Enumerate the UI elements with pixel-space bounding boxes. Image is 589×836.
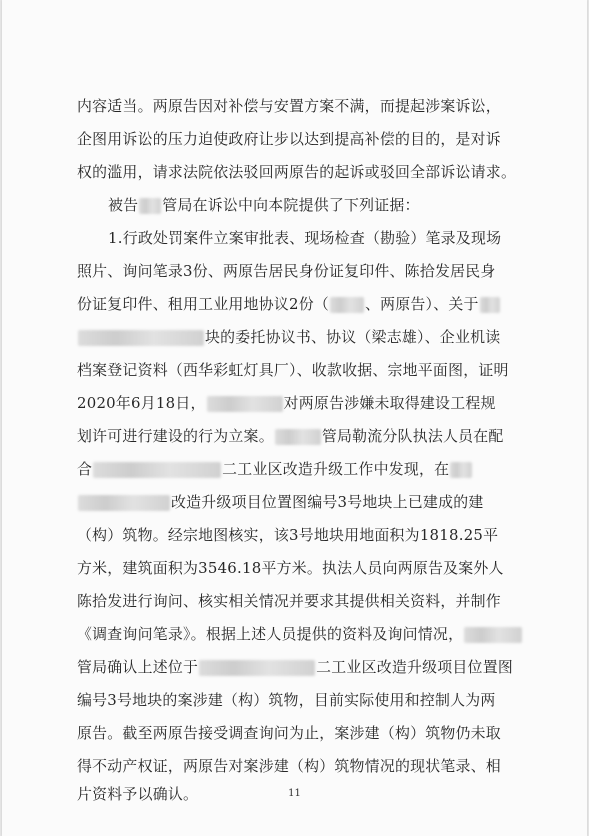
text-line-15: 方米，建筑面积为3546.18平方米。执法人员向两原告及案外人 — [77, 559, 504, 577]
redacted-block — [93, 462, 221, 478]
text-line-20: 原告。截至两原告接受调查询问为止，案涉建（构）筑物仍未取 — [77, 724, 501, 742]
text-segment: 被告 — [108, 196, 139, 214]
text-line-9: 档案登记资料（西华彩虹灯具厂）、收款收据、宗地平面图，证明 — [77, 361, 509, 379]
text-line-13 — [77, 491, 527, 513]
text-line-11 — [77, 425, 527, 447]
redacted-block — [139, 198, 161, 214]
redacted-block — [450, 462, 472, 478]
text-line-10 — [77, 392, 527, 414]
text-segment: 合 — [77, 460, 93, 478]
text-segment: 对两原告涉嫌未取得建设工程规 — [283, 394, 496, 412]
text-line-14: （构）筑物。经宗地图核实，该3号地块用地面积为1818.25平 — [77, 526, 499, 544]
redacted-block — [275, 429, 321, 445]
text-segment: 2020年6月18日， — [77, 394, 206, 412]
text-segment: 、两原告）、关于 — [364, 295, 479, 313]
document-page — [2, 0, 587, 836]
text-line-2: 企图用诉讼的压力迫使政府让步以达到提高补偿的目的，是对诉 — [77, 130, 501, 148]
text-line-8 — [77, 326, 527, 348]
text-segment: 二工业区改造升级工作中发现，在 — [222, 460, 450, 478]
text-segment: 划许可进行建设的行为立案。 — [77, 427, 274, 445]
text-segment: 二工业区改造升级项目位置图 — [316, 658, 513, 676]
text-segment: 份证复印件、租用工业用地协议2份（ — [77, 295, 329, 313]
text-line-7 — [77, 293, 527, 315]
redacted-block — [464, 627, 522, 643]
page-number: 11 — [288, 788, 301, 799]
text-line-6: 照片、询问笔录3份、两原告居民身份证复印件、陈拾发居民身 — [77, 262, 496, 280]
text-segment: 管局在诉讼中向本院提供了下列证据： — [162, 196, 420, 214]
text-segment: 管局勒流分队执法人员在配 — [321, 427, 504, 445]
redacted-block — [330, 297, 364, 313]
text-line-18 — [77, 656, 527, 678]
text-segment: 改造升级项目位置图编号3号地块上已建成的建 — [171, 493, 484, 511]
text-segment: 块的委托协议书、协议（梁志雄）、企业机读 — [205, 328, 501, 346]
text-line-22: 片资料予以确认。 — [77, 785, 199, 803]
text-segment: 《调查询问笔录》。根据上述人员提供的资料及询问情况， — [77, 625, 464, 643]
text-line-3: 权的滥用，请求法院依法驳回两原告的起诉或驳回全部诉讼请求。 — [77, 163, 517, 181]
redacted-block — [78, 495, 170, 511]
text-line-19: 编号3号地块的案涉建（构）筑物，目前实际使用和控制人为两 — [77, 691, 496, 709]
text-line-21: 得不动产权证，两原告对案涉建（构）筑物情况的现状笔录、相 — [77, 757, 501, 775]
text-line-17 — [77, 623, 527, 645]
text-line-1: 内容适当。两原告因对补偿与安置方案不满，而提起涉案诉讼， — [77, 97, 501, 115]
text-line-16: 陈拾发进行询问、核实相关情况并要求其提供相关资料，并制作 — [77, 592, 501, 610]
text-line-4 — [108, 194, 528, 216]
text-segment: 管局确认上述位于 — [77, 658, 199, 676]
text-line-12 — [77, 458, 527, 480]
redacted-block — [480, 297, 500, 313]
redacted-block — [78, 330, 204, 346]
redacted-block — [207, 396, 283, 412]
redacted-block — [199, 660, 315, 676]
text-line-5: 1.行政处罚案件立案审批表、现场检查（勘验）笔录及现场 — [108, 229, 502, 247]
